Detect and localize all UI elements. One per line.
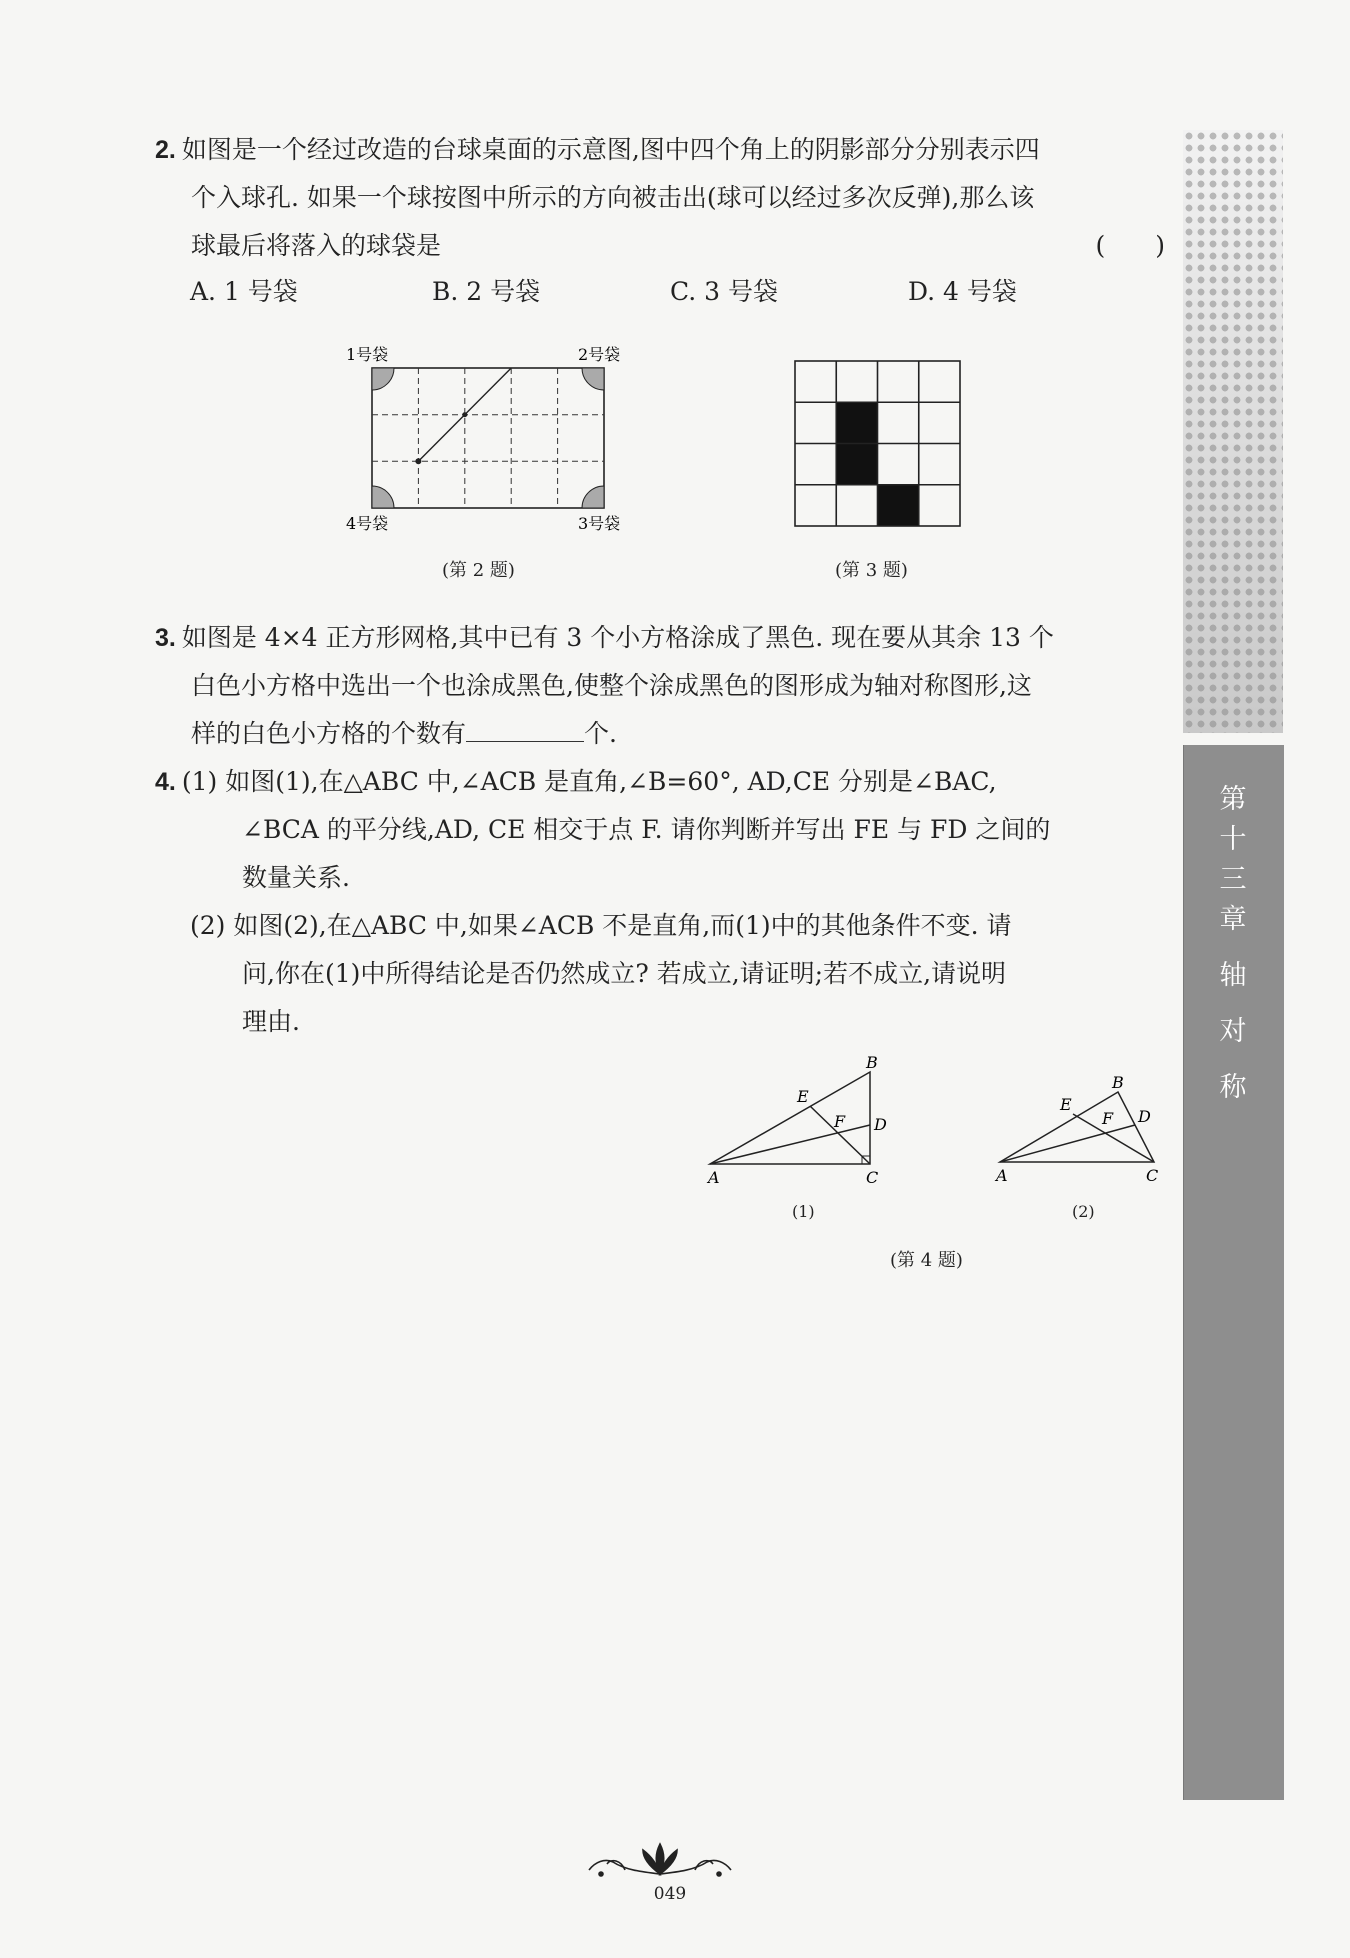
figure-3-caption: (第 3 题)	[835, 560, 908, 581]
chapter-tab-decoration	[1183, 130, 1283, 733]
question-4-part-1	[190, 806, 1165, 902]
question-text: 样的白色小方格的个数有	[191, 719, 467, 748]
question-text: (1) 如图(1),在△ABC 中,∠ACB 是直角,∠B=60°, AD,CE 分别是∠BAC,	[181, 767, 997, 796]
chapter-char: 第	[1219, 784, 1247, 815]
question-text: 球最后将落入的球袋是	[191, 231, 442, 260]
question-text: 个.	[584, 719, 617, 748]
page-ornament-icon	[585, 1840, 735, 1884]
point-c-label: C	[866, 1168, 879, 1187]
point-a-label: A	[708, 1168, 720, 1187]
figure-4-1-label: (1)	[792, 1202, 815, 1221]
answer-parenthesis: ( )	[1095, 231, 1165, 260]
question-text: 如图是一个经过改造的台球桌面的示意图,图中四个角上的阴影部分分别表示四	[181, 135, 1040, 164]
point-f-label: F	[1102, 1109, 1114, 1128]
question-4	[155, 758, 1165, 806]
question-text: ∠BCA 的平分线,AD, CE 相交于点 F. 请你判断并写出 FE 与 FD 之间的	[242, 815, 1051, 844]
point-b-label: B	[1112, 1073, 1124, 1092]
point-a-label: A	[996, 1166, 1008, 1185]
question-number: 3.	[155, 624, 176, 652]
answer-blank	[466, 717, 584, 742]
question-text: 白色小方格中选出一个也涂成黑色,使整个涂成黑色的图形成为轴对称图形,这	[191, 671, 1032, 700]
page-number: 049	[653, 1884, 687, 1904]
triangle-figure-2	[990, 1070, 1180, 1190]
point-d-label: D	[1138, 1107, 1151, 1126]
question-text: 理由.	[242, 1007, 300, 1036]
point-c-label: C	[1146, 1166, 1159, 1185]
figure-4-caption: (第 4 题)	[890, 1250, 963, 1271]
chapter-char: 对	[1219, 1016, 1247, 1047]
grid-4x4-figure	[790, 356, 965, 531]
question-2	[155, 126, 1165, 270]
figure-2-caption: (第 2 题)	[442, 560, 515, 581]
triangle-figure-1	[700, 1050, 910, 1190]
pocket-4-label: 4号袋	[346, 514, 389, 533]
question-4-part-2	[190, 902, 1165, 1046]
pocket-1-label: 1号袋	[346, 345, 389, 364]
question-text: 数量关系.	[242, 863, 350, 892]
chapter-char: 章	[1219, 904, 1247, 935]
option-b: B. 2 号袋	[432, 277, 541, 306]
chapter-char: 十	[1219, 824, 1247, 855]
question-text: 个入球孔. 如果一个球按图中所示的方向被击出(球可以经过多次反弹),那么该	[191, 183, 1035, 212]
option-a: A. 1 号袋	[190, 277, 298, 306]
chapter-title	[1213, 780, 1253, 1108]
chapter-char: 称	[1219, 1072, 1247, 1103]
question-number: 4.	[155, 768, 176, 796]
question-text: 问,你在(1)中所得结论是否仍然成立? 若成立,请证明;若不成立,请说明	[242, 959, 1007, 988]
billiard-table-figure	[340, 340, 640, 540]
figure-4-2-label: (2)	[1072, 1202, 1095, 1221]
point-e-label: E	[1060, 1095, 1072, 1114]
chapter-char: 轴	[1219, 960, 1247, 991]
pocket-3-label: 3号袋	[578, 514, 621, 533]
question-text: (2) 如图(2),在△ABC 中,如果∠ACB 不是直角,而(1)中的其他条件不变. 请	[190, 911, 1012, 940]
option-c: C. 3 号袋	[670, 277, 778, 306]
option-d: D. 4 号袋	[908, 277, 1017, 306]
question-text: 如图是 4×4 正方形网格,其中已有 3 个小方格涂成了黑色. 现在要从其余 13 个	[181, 623, 1054, 652]
point-e-label: E	[797, 1087, 809, 1106]
point-b-label: B	[866, 1053, 878, 1072]
point-f-label: F	[834, 1112, 846, 1131]
point-d-label: D	[874, 1115, 887, 1134]
question-3	[155, 614, 1165, 758]
chapter-char: 三	[1219, 864, 1247, 895]
question-number: 2.	[155, 136, 176, 164]
pocket-2-label: 2号袋	[578, 345, 621, 364]
